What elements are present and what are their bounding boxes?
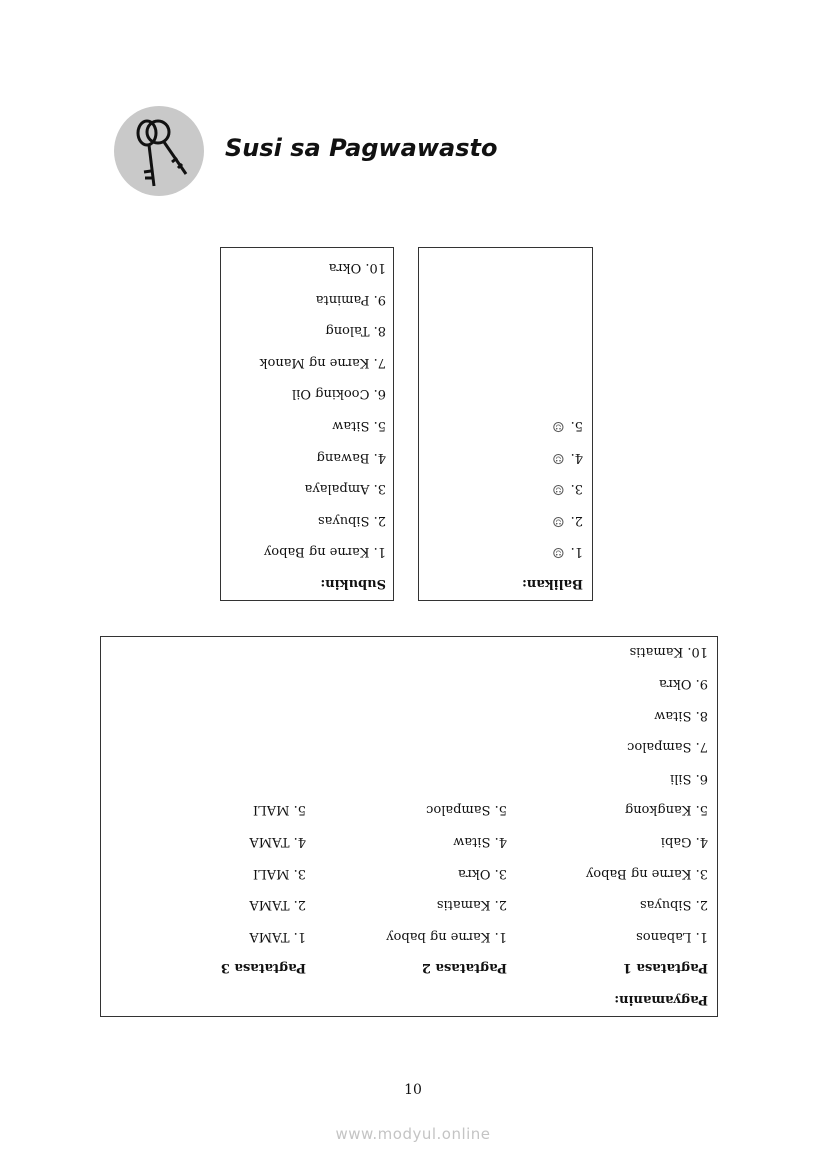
item-number: 2. — [570, 512, 583, 528]
list-item: 5. Kangkong — [624, 802, 708, 818]
keys-icon — [114, 106, 204, 196]
list-item: 4. Sitaw — [453, 834, 507, 850]
list-item: 4. Bawang — [316, 449, 386, 465]
smiley-icon: ☺ — [552, 512, 565, 529]
list-item: 5. Sampaloc — [426, 802, 507, 818]
subukin-title: Subukin: — [320, 576, 386, 591]
list-item: 1. Labanos — [636, 928, 708, 944]
subukin-box — [220, 247, 394, 601]
pagtatasa-column — [306, 636, 507, 984]
list-item: 2. Sibuyas — [317, 512, 386, 528]
page-number: 10 — [404, 1082, 422, 1098]
item-number: 5. — [570, 418, 583, 434]
pagtatasa-column — [105, 636, 306, 984]
list-item: 6. Cooking Oil — [292, 386, 386, 402]
list-item: 2. Kamatis — [436, 897, 507, 913]
pagtatasa-column — [507, 636, 708, 984]
watermark: www.modyul.online — [335, 1125, 491, 1143]
list-item — [419, 409, 583, 441]
list-item: 6. Sili — [670, 770, 708, 786]
pagyamanin-title: Pagyamanin: — [614, 992, 708, 1007]
balikan-box — [418, 247, 593, 601]
page-title: Susi sa Pagwawasto — [225, 134, 498, 162]
list-item: 10. Okra — [328, 260, 386, 276]
list-item: 3. Okra — [457, 865, 507, 881]
item-number: 3. — [570, 481, 583, 497]
list-item: 3. Karne ng Baboy — [585, 865, 708, 881]
list-item: 4. Gabi — [660, 834, 708, 850]
list-item: 2. TAMA — [249, 897, 306, 913]
smiley-icon: ☺ — [552, 544, 565, 561]
column-header: Pagtatasa 1 — [622, 960, 708, 976]
list-item: 9. Okra — [658, 676, 708, 692]
item-number: 4. — [570, 449, 583, 465]
list-item: 7. Sampaloc — [627, 739, 708, 755]
list-item: 5. Sitaw — [332, 418, 386, 434]
smiley-icon: ☺ — [552, 449, 565, 466]
list-item: 1. Karne ng Baboy — [263, 544, 386, 560]
pagyamanin-box — [100, 636, 718, 1017]
list-item: 9. Paminta — [315, 291, 386, 307]
item-number: 1. — [570, 544, 583, 560]
list-item — [419, 473, 583, 505]
list-item — [419, 441, 583, 473]
column-header: Pagtatasa 2 — [421, 960, 507, 976]
list-item: 1. Karne ng baboy — [386, 928, 507, 944]
list-item: 5. MALI — [252, 802, 306, 818]
list-item: 3. Ampalaya — [304, 481, 386, 497]
balikan-title: Balikan: — [522, 576, 583, 591]
list-item: 7. Karne ng Manok — [259, 354, 386, 370]
list-item: 4. TAMA — [249, 834, 306, 850]
list-item: 8. Talong — [325, 323, 386, 339]
list-item: 2. Sibuyas — [639, 897, 708, 913]
smiley-icon: ☺ — [552, 418, 565, 435]
list-item — [419, 504, 583, 536]
list-item: 3. MALI — [252, 865, 306, 881]
list-item: 10. Kamatis — [629, 644, 708, 660]
smiley-icon: ☺ — [552, 481, 565, 498]
list-item — [419, 536, 583, 568]
list-item: 1. TAMA — [249, 928, 306, 944]
column-header: Pagtatasa 3 — [220, 960, 306, 976]
list-item: 8. Sitaw — [654, 707, 708, 723]
